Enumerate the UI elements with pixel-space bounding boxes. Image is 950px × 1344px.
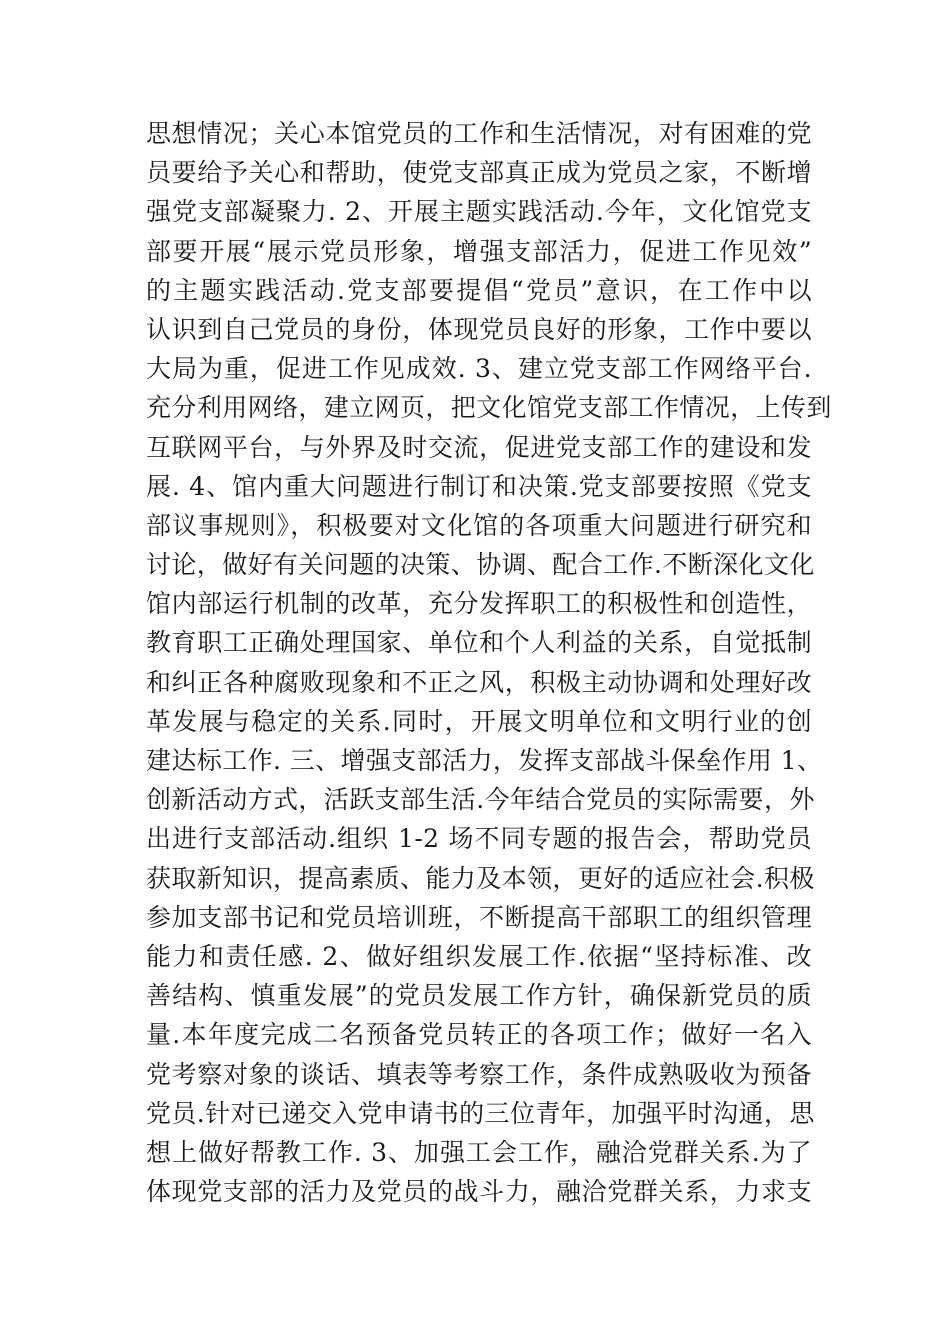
text-line: 思想情况；关心本馆党员的工作和生活情况，对有困难的党 bbox=[146, 119, 812, 148]
text-line: 互联网平台，与外界及时交流，促进党支部工作的建设和发 bbox=[146, 432, 812, 462]
body-text bbox=[146, 114, 832, 1211]
text-line: 馆内部运行机制的改革，充分发挥职工的积极性和创造性， bbox=[146, 589, 812, 619]
text-line: 革发展与稳定的关系.同时，开展文明单位和文明行业的创 bbox=[146, 706, 812, 736]
text-line: 善结构、慎重发展”的党员发展工作方针，确保新党员的质 bbox=[146, 981, 812, 1011]
text-line: 党员.针对已递交入党申请书的三位青年，加强平时沟通，思 bbox=[146, 1098, 815, 1128]
text-line: 强党支部凝聚力. 2、开展主题实践活动.今年，文化馆党支 bbox=[146, 197, 812, 227]
text-line: 部议事规则》，积极要对文化馆的各项重大问题进行研究和 bbox=[146, 510, 812, 540]
text-line: 出进行支部活动.组织 1-2 场不同专题的报告会，帮助党员 bbox=[146, 824, 812, 854]
text-line: 想上做好帮教工作. 3、加强工会工作，融洽党群关系.为了 bbox=[146, 1137, 812, 1167]
text-line: 量.本年度完成二名预备党员转正的各项工作；做好一名入 bbox=[146, 1020, 812, 1050]
text-line: 和纠正各种腐败现象和不正之风，积极主动协调和处理好改 bbox=[146, 667, 812, 697]
text-line: 获取新知识，提高素质、能力及本领，更好的适应社会.积极 bbox=[146, 863, 815, 893]
text-line: 员要给予关心和帮助，使党支部真正成为党员之家，不断增 bbox=[146, 158, 812, 188]
text-line: 能力和责任感. 2、做好组织发展工作.依据“坚持标准、改 bbox=[146, 941, 812, 971]
text-line: 体现党支部的活力及党员的战斗力，融洽党群关系，力求支 bbox=[146, 1177, 812, 1207]
text-line: 建达标工作. 三、增强支部活力，发挥支部战斗保垒作用 1、 bbox=[146, 746, 823, 775]
text-line: 教育职工正确处理国家、单位和个人利益的关系，自觉抵制 bbox=[146, 628, 812, 658]
text-line: 参加支部书记和党员培训班，不断提高干部职工的组织管理 bbox=[146, 902, 812, 932]
text-line: 展. 4、馆内重大问题进行制订和决策.党支部要按照《党支 bbox=[146, 471, 812, 501]
text-line: 党考察对象的谈话、填表等考察工作，条件成熟吸收为预备 bbox=[146, 1059, 812, 1089]
text-line: 创新活动方式，活跃支部生活.今年结合党员的实际需要，外 bbox=[146, 785, 815, 815]
text-line: 部要开展“展示党员形象，增强支部活力，促进工作见效” bbox=[146, 236, 812, 266]
text-line: 认识到自己党员的身份，体现党员良好的形象，工作中要以 bbox=[146, 314, 812, 344]
text-line: 大局为重，促进工作见成效. 3、建立党支部工作网络平台. bbox=[146, 354, 812, 384]
text-line: 的主题实践活动.党支部要提倡“党员”意识，在工作中以 bbox=[146, 275, 812, 305]
text-line: 讨论，做好有关问题的决策、协调、配合工作.不断深化文化 bbox=[146, 550, 815, 580]
text-line: 充分利用网络，建立网页，把文化馆党支部工作情况，上传到 bbox=[146, 393, 832, 423]
